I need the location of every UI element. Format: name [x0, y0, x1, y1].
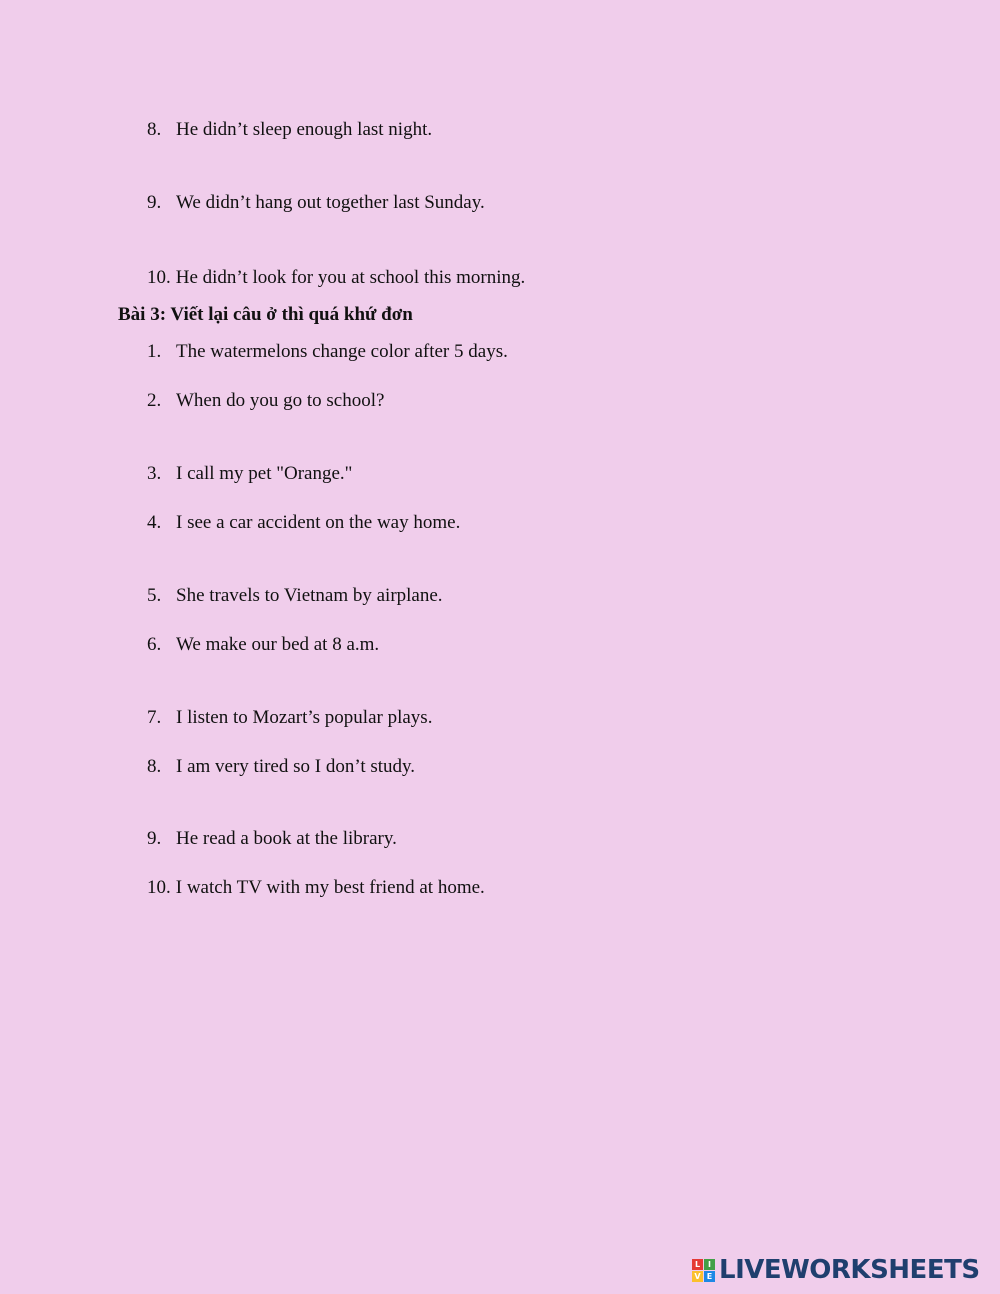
item-text: He didn’t look for you at school this morning. [175, 267, 526, 288]
item-number: 7. [147, 707, 162, 728]
logo-mark-icon [692, 1259, 715, 1282]
item-number: 6. [147, 634, 162, 655]
item-number: 2. [147, 390, 162, 411]
logo-square: I [704, 1259, 715, 1270]
liveworksheets-logo [692, 1254, 980, 1286]
item-text: I see a car accident on the way home. [176, 512, 461, 533]
item-number: 8. [147, 756, 162, 777]
item-number: 9. [147, 192, 162, 213]
logo-square: L [692, 1259, 703, 1270]
list-item [147, 267, 525, 289]
list-item [147, 756, 415, 778]
list-item [147, 390, 384, 412]
item-text: We didn’t hang out together last Sunday. [176, 192, 485, 213]
item-number: 10. [147, 267, 171, 288]
item-text: I listen to Mozart’s popular plays. [176, 707, 433, 728]
item-number: 3. [147, 463, 162, 484]
item-number: 9. [147, 828, 162, 849]
item-text: We make our bed at 8 a.m. [176, 634, 380, 655]
logo-text: LIVEWORKSHEETS [719, 1255, 980, 1285]
logo-square: V [692, 1271, 703, 1282]
list-item [147, 119, 432, 141]
list-item [147, 192, 485, 214]
list-item [147, 463, 352, 485]
item-text: The watermelons change color after 5 days. [176, 341, 508, 362]
item-number: 1. [147, 341, 162, 362]
item-text: He didn’t sleep enough last night. [176, 119, 433, 140]
item-number: 4. [147, 512, 162, 533]
list-item [147, 585, 443, 607]
list-item [147, 512, 460, 534]
item-text: He read a book at the library. [176, 828, 397, 849]
item-text: I watch TV with my best friend at home. [175, 877, 485, 898]
list-item [147, 828, 397, 850]
list-item [147, 707, 432, 729]
list-item [147, 877, 485, 899]
item-text: When do you go to school? [176, 390, 385, 411]
item-number: 5. [147, 585, 162, 606]
item-text: I call my pet "Orange." [176, 463, 353, 484]
list-item [147, 341, 508, 363]
section-heading: Bài 3: Viết lại câu ở thì quá khứ đơn [118, 304, 413, 325]
item-number: 8. [147, 119, 162, 140]
list-item [147, 634, 379, 656]
item-text: I am very tired so I don’t study. [176, 756, 416, 777]
logo-square: E [704, 1271, 715, 1282]
item-text: She travels to Vietnam by airplane. [176, 585, 443, 606]
item-number: 10. [147, 877, 171, 898]
